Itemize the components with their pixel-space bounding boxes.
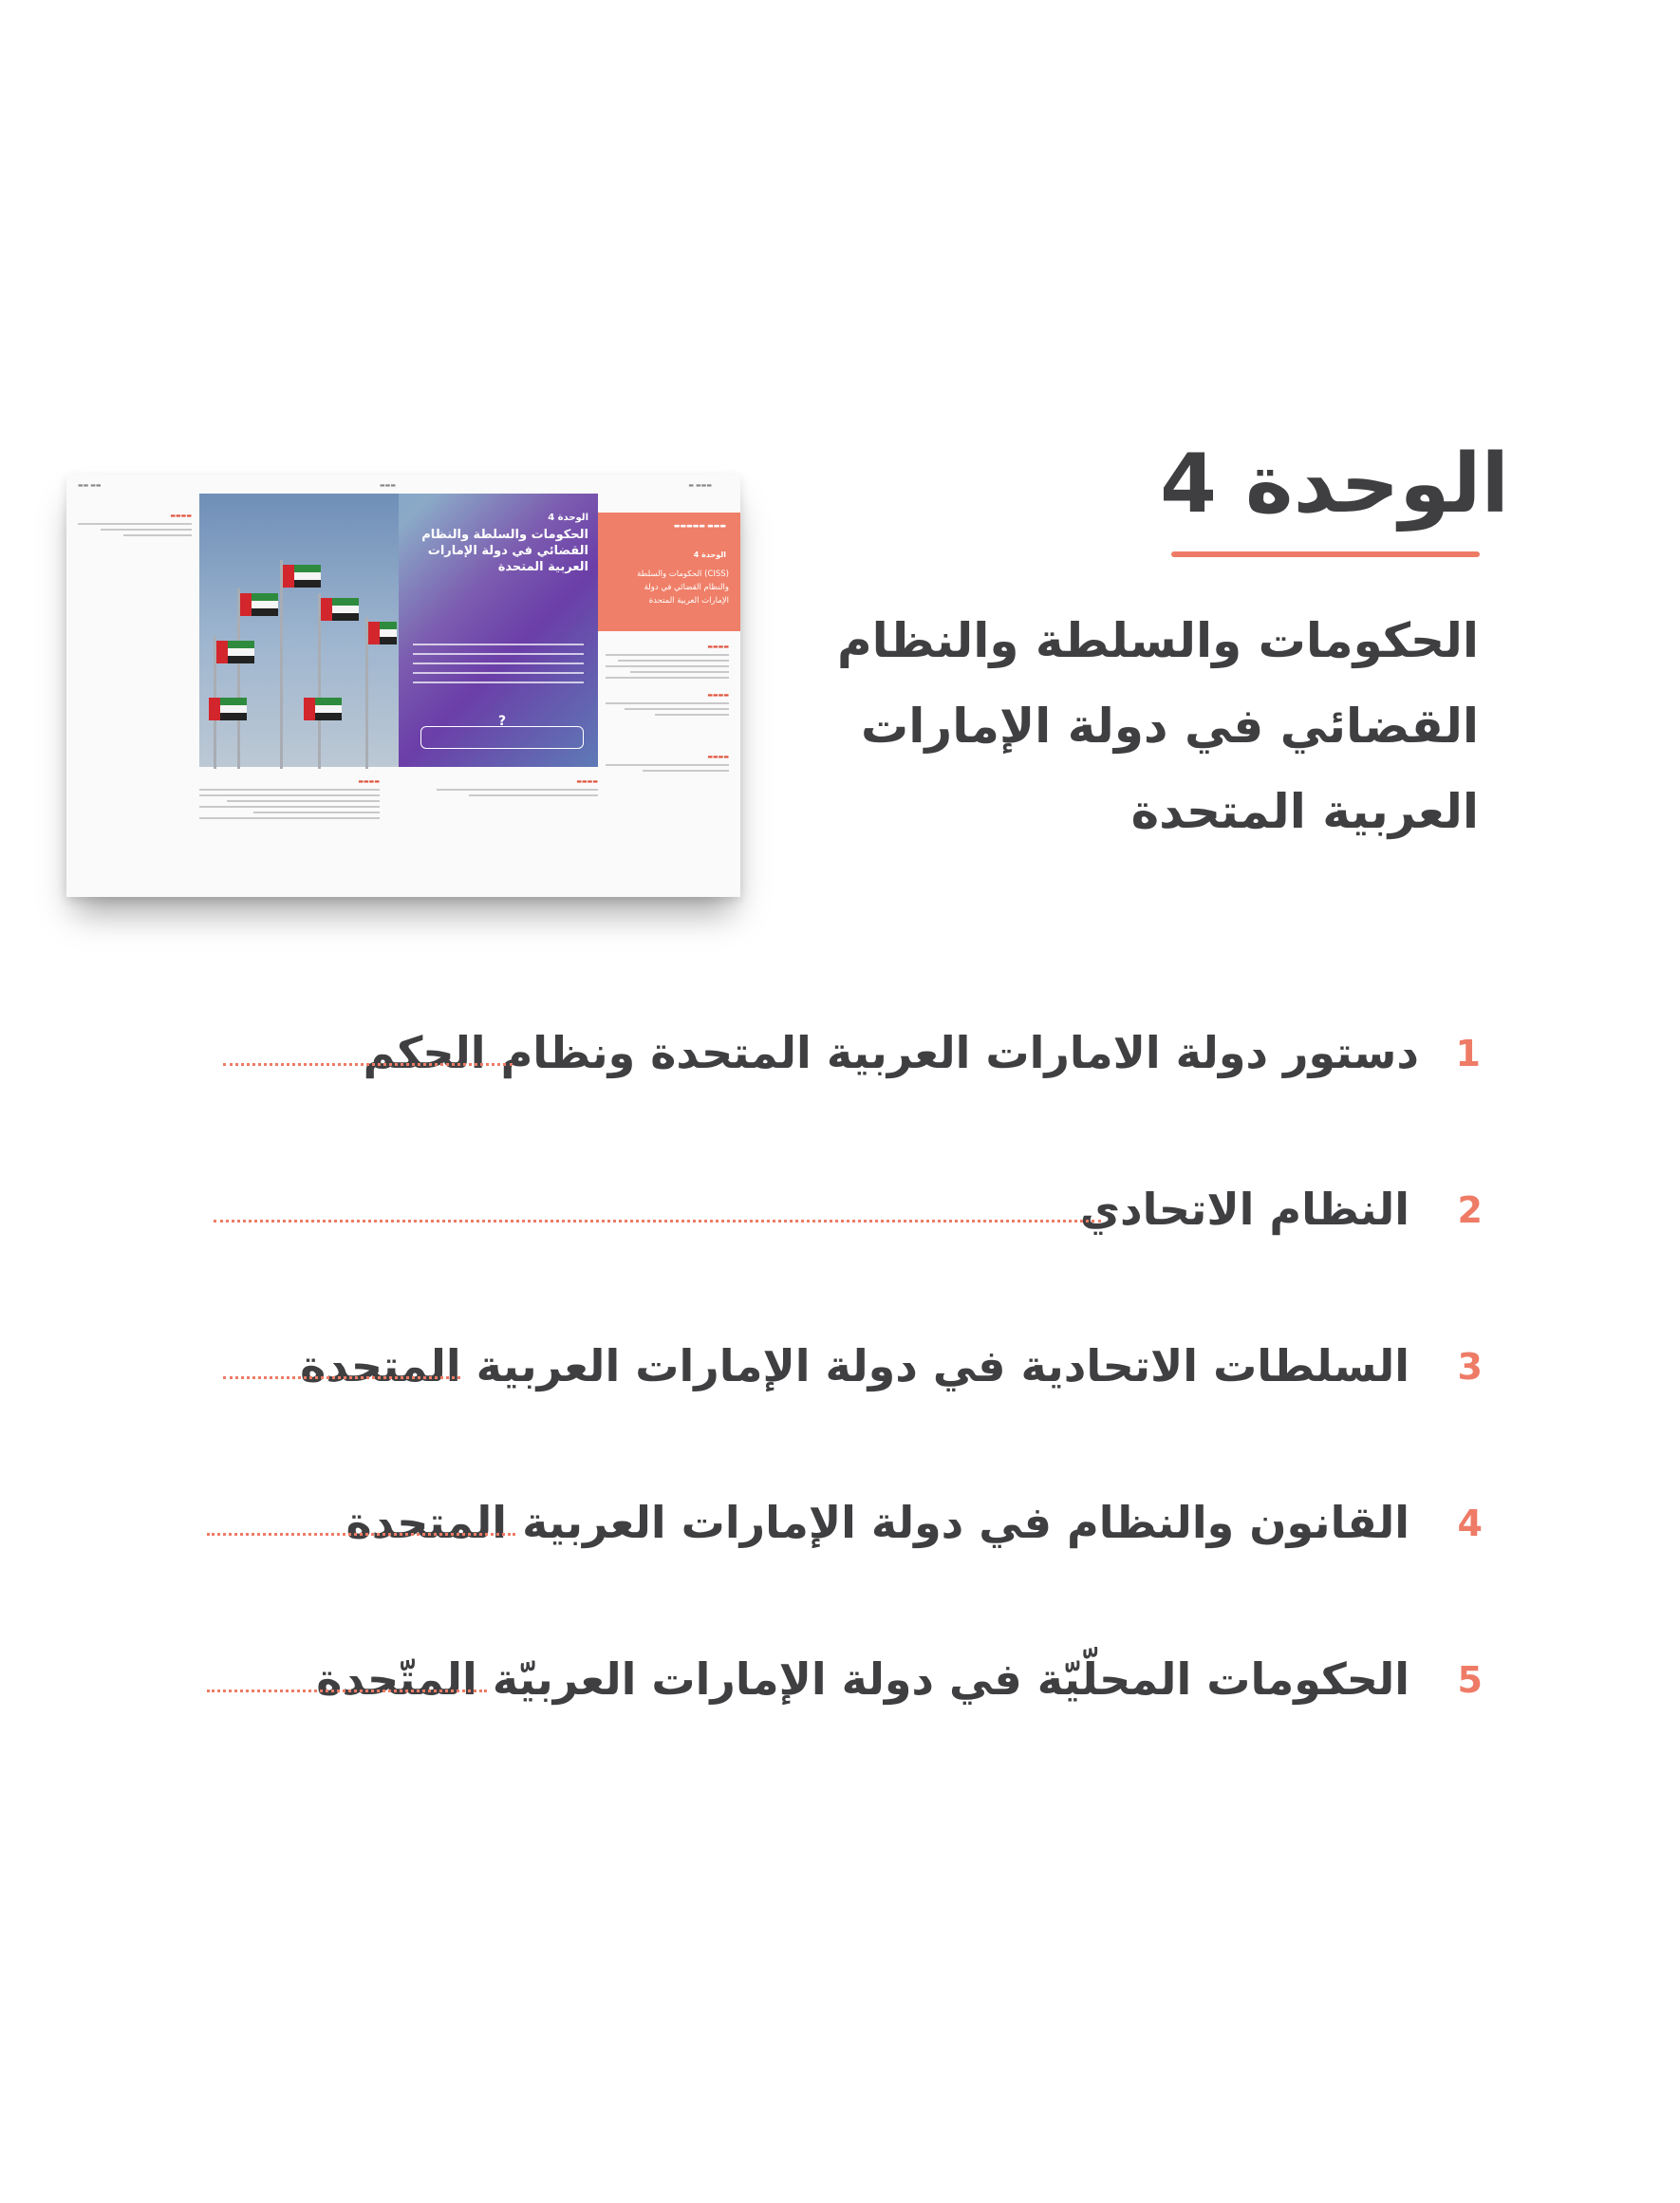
toc-leader-dots (207, 1690, 487, 1692)
subtitle-line: الحكومات والسلطة والنظام (836, 613, 1479, 668)
unit-title: الوحدة 4 (1160, 437, 1509, 532)
preview-right-column: ▬▬▬▬ ▬▬▬▬ ▬▬▬▬ (606, 644, 729, 775)
question-mark-icon: ? (498, 714, 507, 729)
title-underline (1171, 551, 1480, 557)
toc-leader-dots (223, 1063, 513, 1066)
toc-title: الحكومات المحلّيّة في دولة الإمارات العربيّة المتّحدة (316, 1653, 1409, 1705)
preview-cover (199, 494, 598, 767)
toc-leader-dots (223, 1376, 460, 1379)
toc-title: النظام الاتحادي (1079, 1184, 1409, 1235)
toc-item[interactable] (0, 1006, 1680, 1101)
preview-lesson-rows (413, 636, 584, 691)
book-preview-image: ▬▬▬ ▬ ▬▬▬ ▬▬ ▬▬ ▬▬▬ ▬▬▬▬▬ الوحدة 4 (CISS) الحكومات والسلطة والنظام القضائي في دولة الإمارات العربية المتحدة ▬▬▬▬ ▬▬▬▬ ▬▬▬▬ الوحدة 4 الحكومات والسلطة والنظام القضائي في دولة الإمارات العربية المتحدة ? ▬▬▬▬ ▬▬▬▬ ▬▬▬▬ (66, 475, 740, 897)
toc-title: دستور دولة الامارات العربية المتحدة ونظام الحكم (363, 1027, 1419, 1078)
toc-item[interactable] (0, 1319, 1680, 1414)
toc-number: 2 (1457, 1189, 1483, 1231)
toc-item[interactable] (0, 1163, 1680, 1258)
subtitle-line: العربية المتحدة (1130, 784, 1479, 839)
unit-subtitle (836, 598, 1479, 854)
preview-orange-panel: ▬▬▬ ▬▬▬▬▬ الوحدة 4 (CISS) الحكومات والسلطة والنظام القضائي في دولة الإمارات العربية المتحدة (598, 513, 740, 631)
preview-cover-text (403, 505, 588, 575)
preview-unit-label: الوحدة 4 (548, 513, 588, 523)
preview-header: ▬▬▬ ▬ ▬▬▬ ▬▬ ▬▬ (78, 482, 712, 489)
toc-item[interactable] (0, 1633, 1680, 1727)
preview-orange-label: الوحدة 4 (693, 551, 726, 559)
preview-left-column: ▬▬▬▬ (78, 513, 192, 540)
toc-number: 4 (1457, 1503, 1483, 1544)
subtitle-line: القضائي في دولة الإمارات (861, 699, 1479, 754)
flags-photo (199, 494, 399, 767)
toc-number: 3 (1457, 1346, 1483, 1388)
toc-leader-dots (207, 1533, 515, 1536)
toc-title: القانون والنظام في دولة الإمارات العربية المتحدة (345, 1497, 1409, 1548)
preview-orange-title: (CISS) الحكومات والسلطة والنظام القضائي في دولة الإمارات العربية المتحدة (637, 569, 729, 606)
toc-number: 1 (1455, 1033, 1481, 1074)
toc-title: السلطات الاتحادية في دولة الإمارات العربية المتحدة (300, 1340, 1409, 1391)
toc-number: 5 (1457, 1659, 1483, 1701)
preview-cover-title: الحكومات والسلطة والنظام القضائي في دولة الإمارات العربية المتحدة (421, 528, 588, 574)
preview-question-box (420, 726, 584, 749)
toc-leader-dots (214, 1220, 1101, 1223)
toc-item[interactable] (0, 1476, 1680, 1571)
